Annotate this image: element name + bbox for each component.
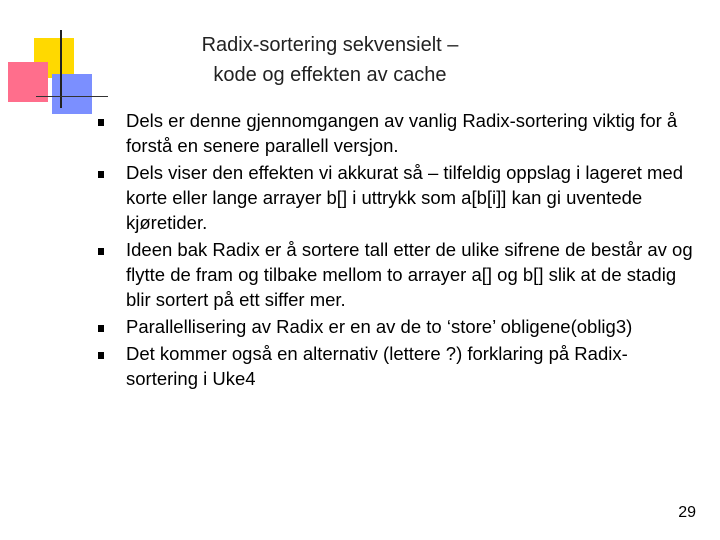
bullet-text: Parallellisering av Radix er en av de to ‘store’ obligene(oblig3): [126, 316, 633, 337]
bullet-item: [96, 160, 696, 235]
bullet-text: Det kommer også en alternativ (lettere ?) forklaring på Radix-sortering i Uke4: [126, 343, 628, 389]
bullet-item: [96, 237, 696, 312]
decoration-blue-square: [52, 74, 92, 114]
page-number: 29: [678, 504, 696, 521]
bullet-square-icon: [98, 325, 104, 332]
slide-title-line-2: kode og effekten av cache: [213, 64, 447, 86]
slide-title: [100, 30, 560, 90]
bullet-list: [96, 108, 696, 393]
corner-decoration: [0, 0, 110, 110]
bullet-text: Ideen bak Radix er å sortere tall etter de ulike sifrene de består av og flytte de fram og tilbake mellom to arrayer a[] og b[] slik at de stadig blir sortert på ett siffer mer.: [126, 239, 693, 310]
bullet-square-icon: [98, 171, 104, 178]
bullet-text: Dels er denne gjennomgangen av vanlig Radix-sortering viktig for å forstå en senere parallell versjon.: [126, 110, 678, 156]
bullet-square-icon: [98, 119, 104, 126]
bullet-square-icon: [98, 248, 104, 255]
bullet-item: [96, 314, 696, 339]
bullet-text: Dels viser den effekten vi akkurat så – tilfeldig oppslag i lageret med korte eller lange arrayer b[] i uttrykk som a[b[i]] kan gi uventede kjøretider.: [126, 162, 684, 233]
bullet-item: [96, 341, 696, 391]
bullet-item: [96, 108, 696, 158]
slide-title-line-1: Radix-sortering sekvensielt –: [201, 34, 459, 56]
bullet-square-icon: [98, 352, 104, 359]
decoration-horizontal-line: [36, 96, 108, 97]
